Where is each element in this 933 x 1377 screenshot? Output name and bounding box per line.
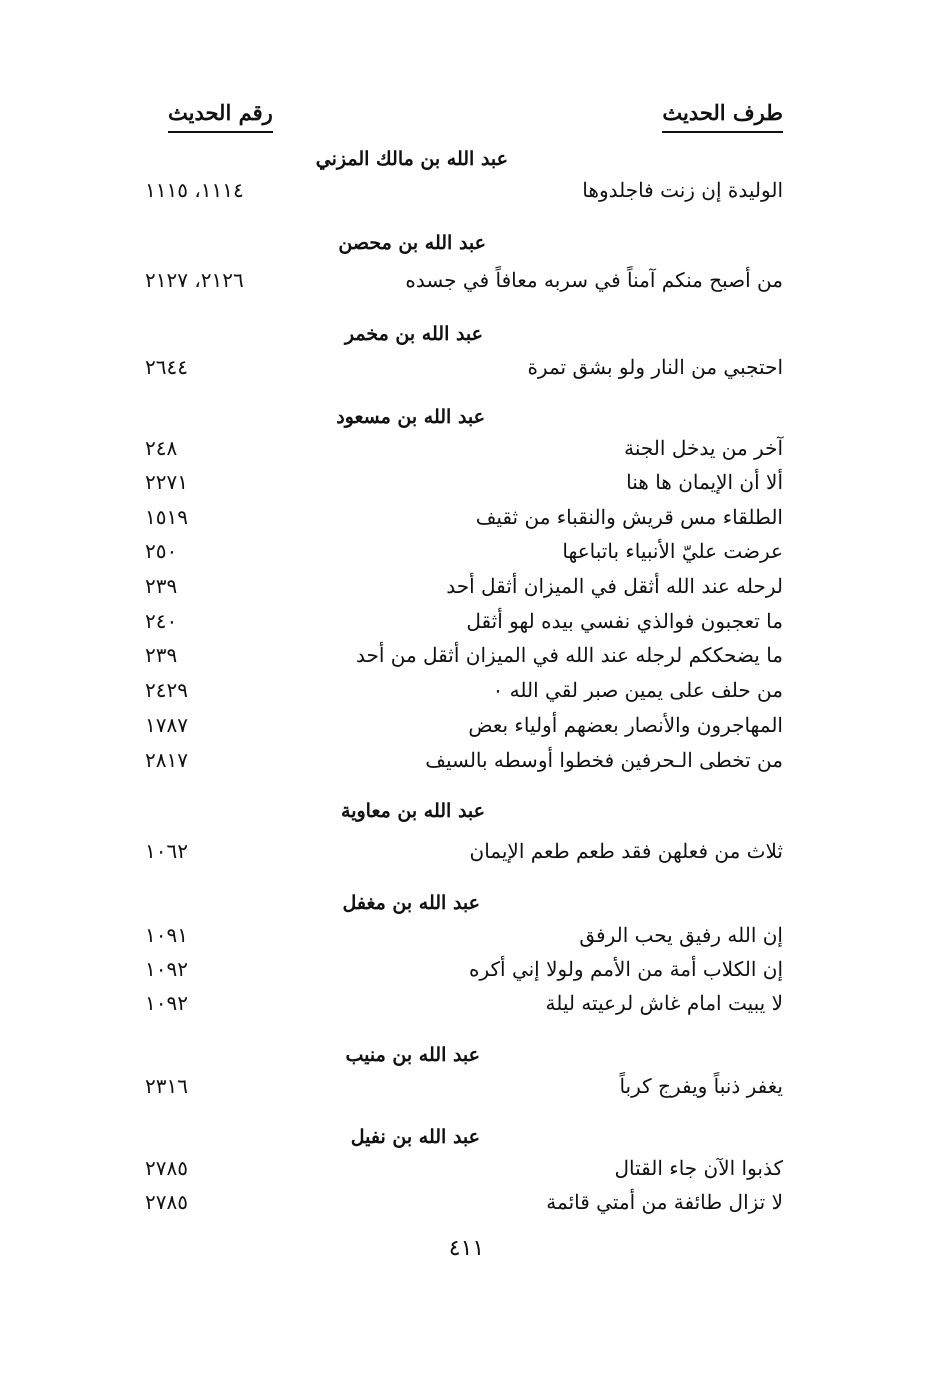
hadith-text: من أصبح منكم آمناً في سربه معافاً في جسده (405, 268, 783, 292)
section-heading: عبد الله بن مسعود (336, 406, 485, 428)
column-header-hadith-start: طرف الحديث (662, 100, 783, 133)
list-item (0, 268, 933, 302)
list-item (0, 470, 933, 504)
hadith-text: ما يضحككم لرجله عند الله في الميزان أثقل من أحد (355, 643, 783, 667)
list-item (0, 748, 933, 782)
list-item (0, 957, 933, 991)
section-heading: عبد الله بن منيب (345, 1044, 480, 1066)
hadith-number: ٢٣١٦ (145, 1074, 188, 1098)
hadith-text: آخر من يدخل الجنة (624, 436, 783, 460)
hadith-number: ٢٣٩ (145, 574, 178, 598)
hadith-number: ٢١٢٦، ٢١٢٧ (145, 268, 244, 292)
list-item (0, 539, 933, 573)
hadith-number: ٢٨١٧ (145, 748, 188, 772)
hadith-number: ١١١٤، ١١١٥ (145, 178, 244, 202)
hadith-number: ١٠٦٢ (145, 839, 188, 863)
hadith-text: لا يبيت امام غاش لرعيته ليلة (545, 991, 783, 1015)
list-item (0, 678, 933, 712)
list-item (0, 839, 933, 873)
section-heading: عبد الله بن مخمر (344, 323, 483, 345)
section-heading: عبد الله بن محصن (338, 232, 486, 254)
hadith-text: من حلف على يمين صبر لقي الله ٠ (492, 678, 783, 702)
hadith-number: ١٠٩١ (145, 923, 188, 947)
list-item (0, 505, 933, 539)
hadith-text: عرضت عليّ الأنبياء باتباعها (562, 539, 783, 563)
hadith-text: الطلقاء مس قريش والنقباء من ثقيف (475, 505, 783, 529)
hadith-number: ١٧٨٧ (145, 713, 188, 737)
hadith-number: ٢٤٨ (145, 436, 178, 460)
hadith-text: لرحله عند الله أثقل في الميزان أثقل أحد (446, 574, 783, 598)
list-item (0, 574, 933, 608)
hadith-number: ٢٢٧١ (145, 470, 188, 494)
hadith-text: ما تعجبون فوالذي نفسي بيده لهو أثقل (466, 609, 783, 633)
hadith-number: ٢٧٨٥ (145, 1190, 188, 1214)
hadith-text: احتجبي من النار ولو بشق تمرة (527, 355, 783, 379)
hadith-text: المهاجرون والأنصار بعضهم أولياء بعض (468, 713, 783, 737)
hadith-text: ألا أن الإيمان ها هنا (626, 470, 783, 494)
hadith-number: ١٠٩٢ (145, 957, 188, 981)
list-item (0, 713, 933, 747)
section-heading: عبد الله بن مغفل (342, 892, 480, 914)
hadith-number: ٢٦٤٤ (145, 355, 188, 379)
hadith-number: ١٥١٩ (145, 505, 188, 529)
column-header-hadith-number: رقم الحديث (168, 100, 273, 133)
hadith-text: كذبوا الآن جاء القتال (614, 1156, 783, 1180)
page-number: ٤١١ (448, 1236, 485, 1261)
list-item (0, 1190, 933, 1224)
list-item (0, 1074, 933, 1108)
hadith-text: الوليدة إن زنت فاجلدوها (582, 178, 783, 202)
hadith-text: لا تزال طائفة من أمتي قائمة (546, 1190, 783, 1214)
section-heading: عبد الله بن مالك المزني (315, 148, 508, 170)
hadith-number: ٢٣٩ (145, 643, 178, 667)
section-heading: عبد الله بن معاوية (341, 800, 485, 822)
list-item (0, 991, 933, 1025)
hadith-number: ٢٥٠ (145, 539, 178, 563)
hadith-text: إن الله رفيق يحب الرفق (579, 923, 783, 947)
hadith-number: ٢٤٠ (145, 609, 178, 633)
hadith-text: من تخطى الـحرفين فخطوا أوسطه بالسيف (425, 748, 783, 772)
hadith-number: ٢٧٨٥ (145, 1156, 188, 1180)
hadith-text: ثلاث من فعلهن فقد طعم طعم الإيمان (469, 839, 783, 863)
hadith-text: إن الكلاب أمة من الأمم ولولا إني أكره (469, 957, 783, 981)
list-item (0, 1156, 933, 1190)
list-item (0, 436, 933, 470)
list-item (0, 609, 933, 643)
hadith-number: ١٠٩٢ (145, 991, 188, 1015)
list-item (0, 178, 933, 212)
list-item (0, 643, 933, 677)
list-item (0, 355, 933, 389)
list-item (0, 923, 933, 957)
section-heading: عبد الله بن نفيل (350, 1126, 480, 1148)
hadith-number: ٢٤٢٩ (145, 678, 188, 702)
hadith-text: يغفر ذنباً ويفرج كرباً (619, 1074, 783, 1098)
